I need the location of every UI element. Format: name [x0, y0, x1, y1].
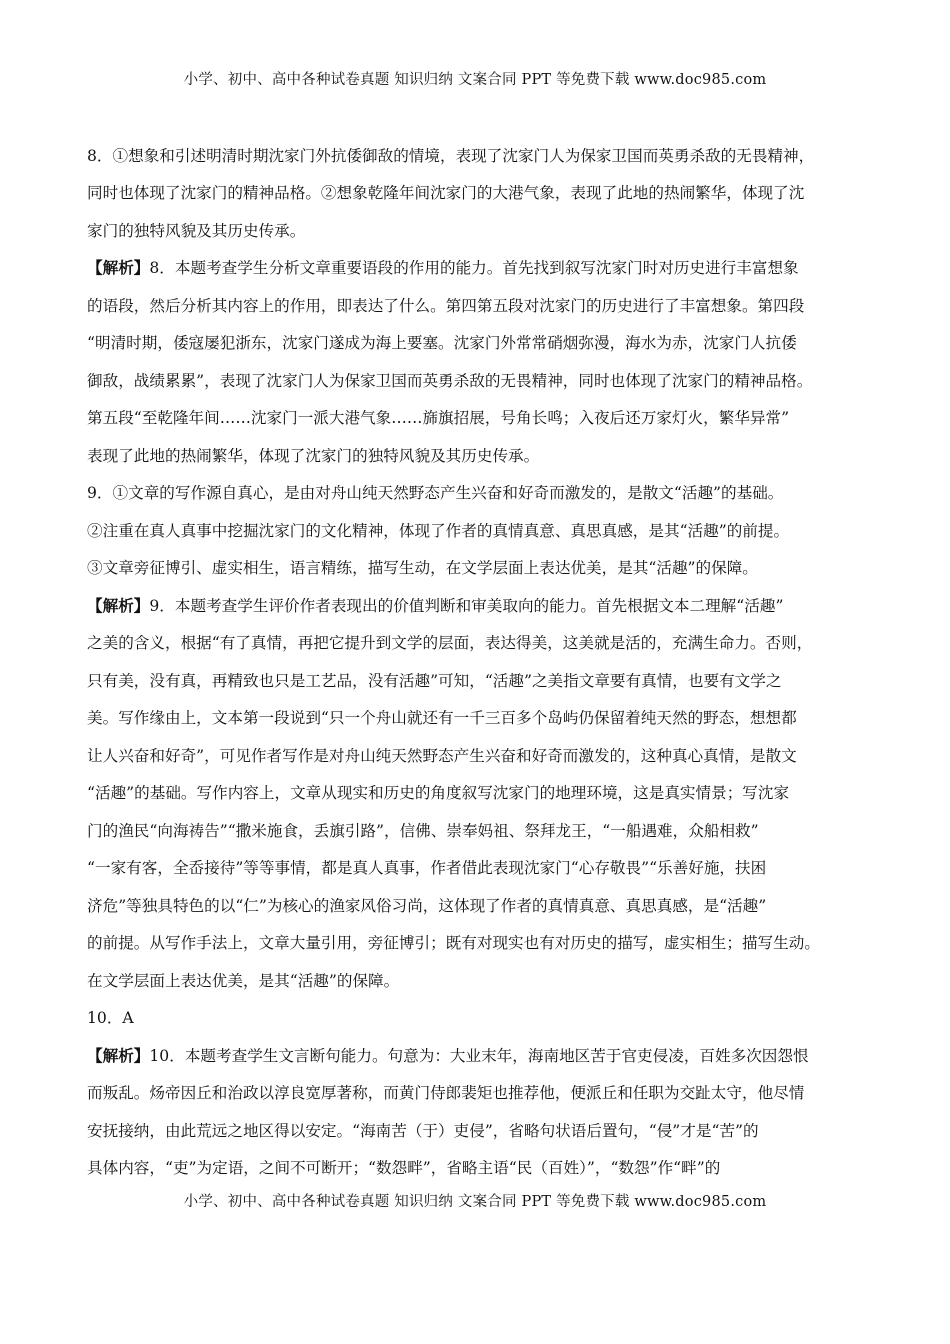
text-line: 之美的含义，根据“有了真情，再把它提升到文学的层面，表达得美，这美就是活的，充满生命力。否则， [87, 634, 813, 652]
text-line: 第五段“至乾隆年间……沈家门一派大港气象……旆旗招展，号角长鸣；入夜后还万家灯火，繁华异常” [87, 409, 790, 427]
text-line: 【解析】9．本题考查学生评价作者表现出的价值判断和审美取向的能力。首先根据文本二理解“活趣” [87, 596, 784, 615]
page-header: 小学、初中、高中各种试卷真题 知识归纳 文案合同 PPT 等免费下载 www.doc985.com [183, 72, 767, 88]
text-line: “一家有客，全岙接待”等等事情，都是真人真事，作者借此表现沈家门“心存敬畏”“乐善好施，扶困 [87, 859, 767, 877]
text-line: 门的渔民“向海祷告”“撒米施食，丢旗引路”，信佛、崇奉妈祖、祭拜龙王，“一船遇难，众船相救” [87, 822, 759, 840]
text-line: 家门的独特风貌及其历史传承。 [87, 222, 306, 240]
text-line: 只有美，没有真，再精致也只是工艺品，没有活趣”可知，“活趣”之美指文章要有真情，也要有文学之 [87, 672, 782, 690]
text-line: ③文章旁征博引、虚实相生，语言精练，描写生动，在文学层面上表达优美，是其“活趣”的保障。 [87, 559, 758, 577]
text-line: “明清时期，倭寇屡犯浙东，沈家门遂成为海上要塞。沈家门外常常硝烟弥漫，海水为赤，沈家门人抗倭 [87, 334, 797, 352]
text-line: 而叛乱。炀帝因丘和治政以淳良宽厚著称，而黄门侍郎裴矩也推荐他，便派丘和任职为交趾太守，他尽情 [87, 1084, 805, 1102]
text-line: 的语段，然后分析其内容上的作用，即表达了什么。第四第五段对沈家门的历史进行了丰富想象。第四段 [87, 297, 805, 315]
text-line: 御敌，战绩累累”，表现了沈家门人为保家卫国而英勇杀敌的无畏精神，同时也体现了沈家门的精神品格。 [87, 372, 813, 390]
text-line: ②注重在真人真事中挖掘沈家门的文化精神，体现了作者的真情真意、真思真感，是其“活趣”的前提。 [87, 522, 790, 540]
text-line: 的前提。从写作手法上，文章大量引用，旁征博引；既有对现实也有对历史的描写，虚实相生；描写生动。 [87, 934, 820, 952]
text-line: 8．①想象和引述明清时期沈家门外抗倭御敌的情境，表现了沈家门人为保家卫国而英勇杀敌的无畏精神， [87, 147, 815, 165]
text-line: 让人兴奋和好奇”，可见作者写作是对舟山纯天然野态产生兴奋和好奇而激发的，这种真心真情，是散文 [87, 747, 797, 765]
text-line: 【解析】8．本题考查学生分析文章重要语段的作用的能力。首先找到叙写沈家门时对历史进行丰富想象 [87, 258, 799, 277]
text-line: 济危”等独具特色的以“仁”为核心的渔家风俗习尚，这体现了作者的真情真意、真思真感，是“活趣” [87, 897, 767, 915]
text-line: 同时也体现了沈家门的精神品格。②想象乾隆年间沈家门的大港气象，表现了此地的热闹繁华，体现了沈 [87, 184, 805, 202]
text-line: 表现了此地的热闹繁华，体现了沈家门的独特风貌及其历史传承。 [87, 447, 540, 465]
text-line: “活趣”的基础。写作内容上，文章从现实和历史的角度叙写沈家门的地理环境，这是真实情景；写沈家 [87, 784, 790, 802]
page-footer: 小学、初中、高中各种试卷真题 知识归纳 文案合同 PPT 等免费下载 www.doc985.com [183, 1194, 767, 1210]
text-line: 在文学层面上表达优美，是其“活趣”的保障。 [87, 972, 400, 990]
text-line: 安抚接纳，由此荒远之地区得以安定。“海南苦（于）吏侵”，省略句状语后置句，“侵”才是“苦”的 [87, 1122, 759, 1140]
text-line: 美。写作缘由上，文本第一段说到“只一个舟山就还有一千三百多个岛屿仍保留着纯天然的野态，想想都 [87, 709, 797, 727]
text-line: 10．A [87, 1009, 134, 1027]
text-line: 9．①文章的写作源自真心，是由对舟山纯天然野态产生兴奋和好奇而激发的，是散文“活趣”的基础。 [87, 484, 784, 502]
text-line: 具体内容，“吏”为定语，之间不可断开；“数怨畔”，省略主语“民（百姓）”，“数怨”作“畔”的 [87, 1159, 721, 1177]
text-line: 【解析】10．本题考查学生文言断句能力。句意为：大业末年，海南地区苦于官吏侵凌，百姓多次因怨恨 [87, 1046, 809, 1065]
